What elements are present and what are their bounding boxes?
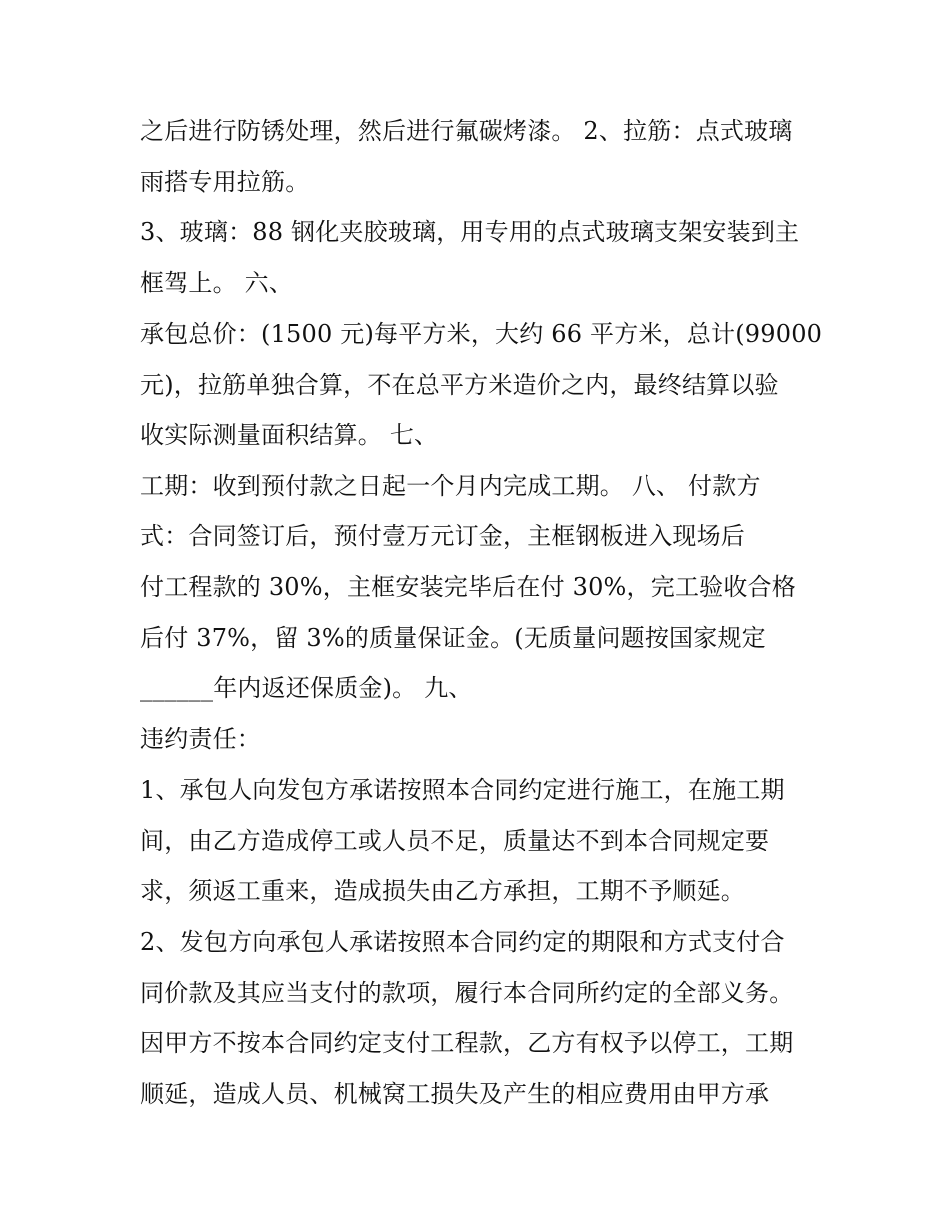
text-line: 间，由乙方造成停工或人员不足，质量达不到本合同规定要 <box>140 827 770 855</box>
text-line: 同价款及其应当支付的款项，履行本合同所约定的全部义务。 <box>140 979 794 1007</box>
text-line: 后付 37%，留 3%的质量保证金。(无质量问题按国家规定 <box>140 624 766 652</box>
text-line: ______年内返还保质金)。 九、 <box>140 674 473 702</box>
text-line: 元)，拉筋单独合算，不在总平方米造价之内，最终结算以验 <box>140 371 779 399</box>
text-line: 承包总价：(1500 元)每平方米，大约 66 平方米，总计(99000 <box>140 320 823 348</box>
text-line: 式：合同签订后，预付壹万元订金，主框钢板进入现场后 <box>140 522 745 550</box>
text-line: 工期：收到预付款之日起一个月内完成工期。 八、 付款方 <box>140 472 761 500</box>
text-line: 收实际测量面积结算。 七、 <box>140 421 439 449</box>
text-line: 1、承包人向发包方承诺按照本合同约定进行施工，在施工期 <box>140 776 785 804</box>
text-line: 2、发包方向承包人承诺按照本合同约定的期限和方式支付合 <box>140 928 785 956</box>
text-line: 顺延，造成人员、机械窝工损失及产生的相应费用由甲方承 <box>140 1080 770 1108</box>
text-line: 3、玻璃：88 钢化夹胶玻璃，用专用的点式玻璃支架安装到主 <box>140 218 800 246</box>
text-line: 因甲方不按本合同约定支付工程款，乙方有权予以停工，工期 <box>140 1029 794 1057</box>
text-line: 框驾上。 六、 <box>140 269 294 297</box>
text-line: 违约责任： <box>140 725 261 753</box>
text-line: 之后进行防锈处理，然后进行氟碳烤漆。 2、拉筋：点式玻璃 <box>140 117 793 145</box>
text-line: 付工程款的 30%，主框安装完毕后在付 30%，完工验收合格 <box>140 573 796 601</box>
text-line: 雨搭专用拉筋。 <box>140 168 310 196</box>
text-line: 求，须返工重来，造成损失由乙方承担，工期不予顺延。 <box>140 877 745 905</box>
